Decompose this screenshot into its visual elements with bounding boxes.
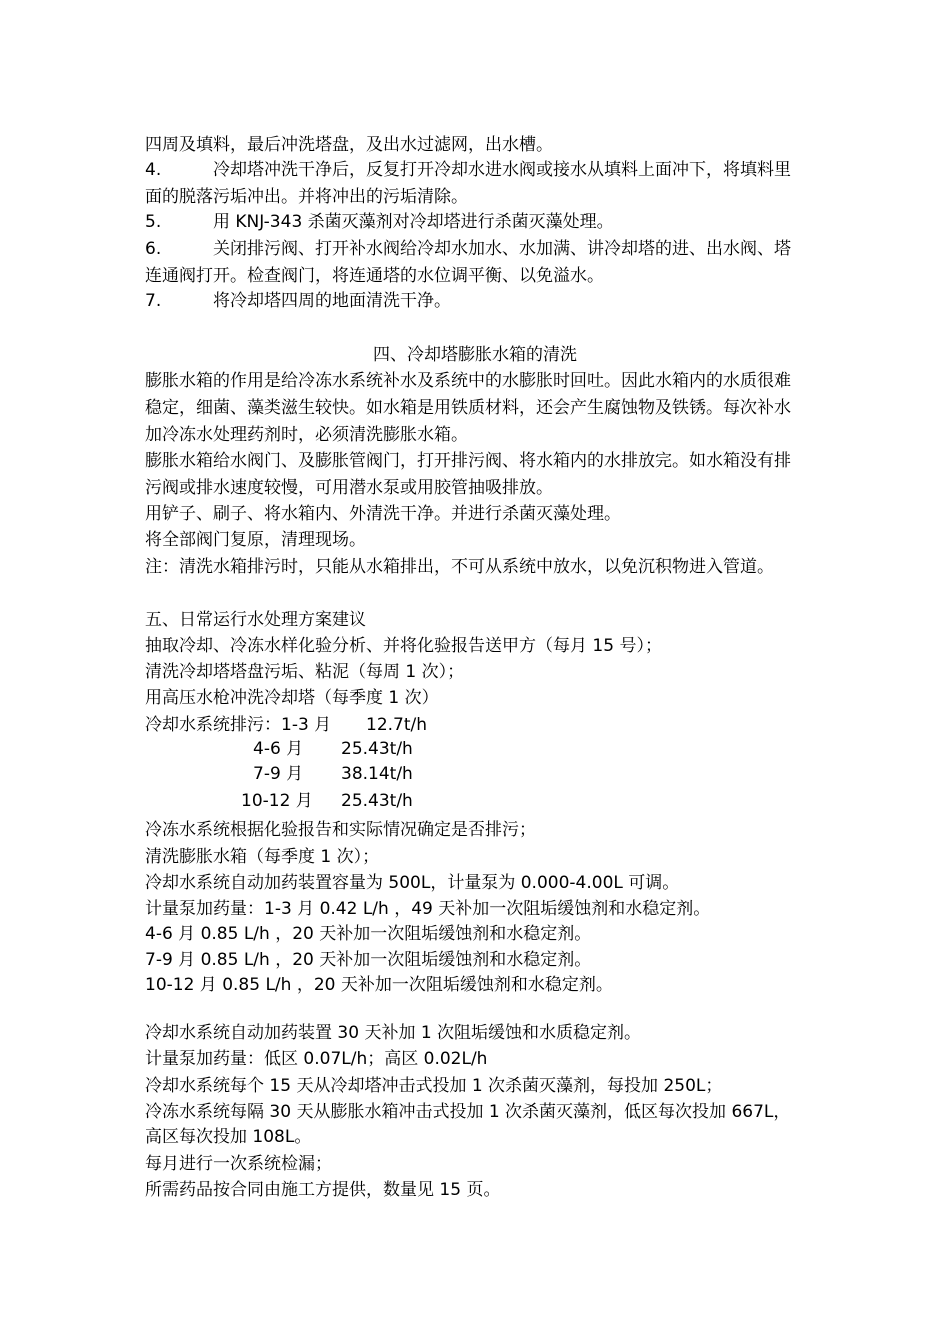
paragraph-line: 抽取冷却、冷冻水样化验分析、并将化验报告送甲方（每月 15 号）；	[145, 636, 662, 656]
discharge-period: 10-12 月	[241, 791, 313, 811]
paragraph-line: 污阀或排水速度较慢，可用潜水泵或用胶管抽吸排放。	[145, 478, 553, 498]
paragraph-line: 四周及填料，最后冲洗塔盘，及出水过滤网，出水槽。	[145, 135, 553, 155]
list-item-7	[145, 290, 451, 312]
paragraph-line: 膨胀水箱的作用是给冷冻水系统补水及系统中的水膨胀时回吐。因此水箱内的水质很难	[145, 371, 791, 391]
paragraph-line: 面的脱落污垢冲出。并将冲出的污垢清除。	[145, 187, 468, 207]
item-number: 4.	[145, 160, 162, 180]
paragraph-line: 注：清洗水箱排污时，只能从水箱排出，不可从系统中放水，以免沉积物进入管道。	[145, 557, 774, 577]
paragraph-line: 冷冻水系统每隔 30 天从膨胀水箱冲击式投加 1 次杀菌灭藻剂，低区每次投加 667L，	[145, 1102, 791, 1122]
paragraph-line: 用高压水枪冲洗冷却塔（每季度 1 次）	[145, 688, 439, 708]
discharge-rate: 25.43t/h	[341, 739, 413, 759]
paragraph-line: 用铲子、刷子、将水箱内、外清洗干净。并进行杀菌灭藻处理。	[145, 504, 621, 524]
paragraph-line: 计量泵加药量：低区 0.07L/h；高区 0.02L/h	[145, 1049, 488, 1069]
discharge-label: 冷却水系统排污：	[145, 715, 281, 735]
paragraph-line: 10-12 月 0.85 L/h ，20 天补加一次阻垢缓蚀剂和水稳定剂。	[145, 975, 613, 995]
paragraph-line: 高区每次投加 108L。	[145, 1127, 312, 1147]
item-text: 关闭排污阀、打开补水阀给冷却水加水、水加满、讲冷却塔的进、出水阀、塔	[213, 239, 791, 259]
paragraph-line: 冷冻水系统根据化验报告和实际情况确定是否排污；	[145, 820, 536, 840]
paragraph-line: 膨胀水箱给水阀门、及膨胀管阀门，打开排污阀、将水箱内的水排放完。如水箱没有排	[145, 451, 791, 471]
discharge-period: 7-9 月	[253, 764, 304, 784]
paragraph-line: 加冷冻水处理药剂时，必须清洗膨胀水箱。	[145, 425, 468, 445]
paragraph-line: 冷却水系统自动加药装置 30 天补加 1 次阻垢缓蚀和水质稳定剂。	[145, 1023, 642, 1043]
item-text: 将冷却塔四周的地面清洗干净。	[213, 291, 451, 311]
item-number: 7.	[145, 291, 162, 311]
section-title: 四、冷却塔膨胀水箱的清洗	[373, 345, 577, 365]
list-item-6	[145, 238, 791, 260]
section-title: 五、日常运行水处理方案建议	[145, 610, 366, 630]
paragraph-line: 每月进行一次系统检漏；	[145, 1154, 332, 1174]
paragraph-line: 4-6 月 0.85 L/h ，20 天补加一次阻垢缓蚀剂和水稳定剂。	[145, 924, 592, 944]
item-text: 用 KNJ-343 杀菌灭藻剂对冷却塔进行杀菌灭藻处理。	[213, 212, 614, 232]
discharge-rate: 38.14t/h	[341, 764, 413, 784]
list-item-4	[145, 159, 791, 181]
item-text: 冷却塔冲洗干净后，反复打开冷却水进水阀或接水从填料上面冲下，将填料里	[213, 160, 791, 180]
discharge-rate: 25.43t/h	[341, 791, 413, 811]
discharge-row	[241, 790, 413, 812]
paragraph-line: 7-9 月 0.85 L/h ，20 天补加一次阻垢缓蚀剂和水稳定剂。	[145, 950, 592, 970]
paragraph-line: 冷却水系统自动加药装置容量为 500L，计量泵为 0.000-4.00L 可调。	[145, 873, 680, 893]
item-number: 5.	[145, 212, 162, 232]
list-item-5	[145, 211, 614, 233]
paragraph-line: 稳定，细菌、藻类滋生较快。如水箱是用铁质材料，还会产生腐蚀物及铁锈。每次补水	[145, 398, 791, 418]
discharge-row	[145, 714, 427, 736]
paragraph-line: 清洗冷却塔塔盘污垢、粘泥（每周 1 次）；	[145, 662, 465, 682]
paragraph-line: 所需药品按合同由施工方提供，数量见 15 页。	[145, 1180, 501, 1200]
paragraph-line: 计量泵加药量：1-3 月 0.42 L/h ，49 天补加一次阻垢缓蚀剂和水稳定剂。	[145, 899, 711, 919]
discharge-period: 1-3 月	[281, 715, 332, 735]
discharge-period: 4-6 月	[253, 739, 304, 759]
paragraph-line: 将全部阀门复原，清理现场。	[145, 530, 366, 550]
discharge-rate: 12.7t/h	[366, 715, 428, 735]
discharge-row	[253, 763, 413, 785]
discharge-row	[253, 738, 413, 760]
paragraph-line: 冷却水系统每个 15 天从冷却塔冲击式投加 1 次杀菌灭藻剂，每投加 250L；	[145, 1076, 723, 1096]
paragraph-line: 连通阀打开。检查阀门，将连通塔的水位调平衡、以免溢水。	[145, 266, 604, 286]
item-number: 6.	[145, 239, 162, 259]
paragraph-line: 清洗膨胀水箱（每季度 1 次）；	[145, 847, 380, 867]
